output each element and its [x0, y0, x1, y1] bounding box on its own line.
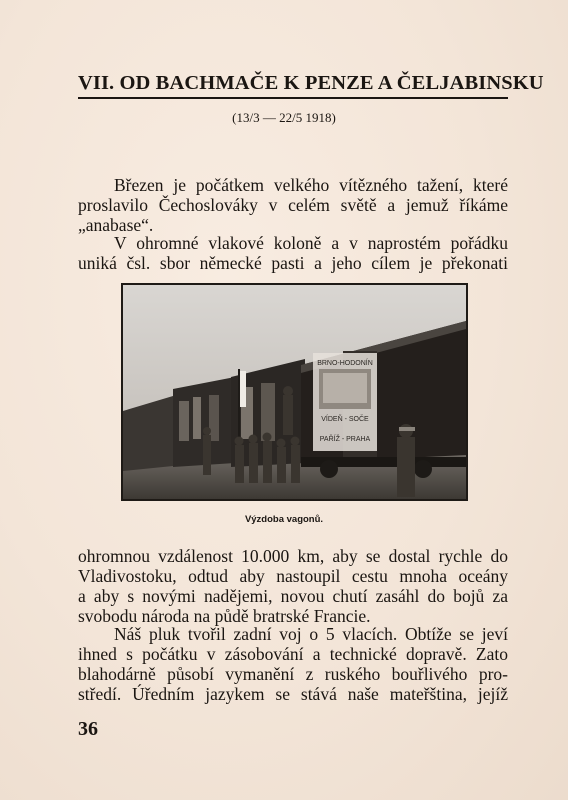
paragraph-2 [78, 233, 508, 273]
text-line: ihned s počátku v zásobování a technické dopravě. Zato [78, 644, 508, 664]
text-line: středí. Úředním jazykem se stává naše mateřština, jejíž [78, 684, 508, 704]
paragraph-1 [78, 175, 508, 235]
title-rule [78, 97, 508, 99]
text-line: „anabase“. [78, 215, 154, 235]
text-line: proslavilo Čechoslováky v celém světě a jemuž říkáme [78, 195, 508, 215]
text-line: Březen je počátkem velkého vítězného tažení, které [114, 175, 508, 195]
paragraph-3 [78, 546, 508, 626]
train-photograph [121, 283, 468, 501]
text-line: Vladivostoku, odtud aby nastoupil cestu mnoha oceány [78, 566, 508, 586]
wagon-painted-text: PAŘÍŽ - PRAHA [319, 436, 371, 443]
photo-caption: Výzdoba vagonů. [244, 514, 324, 525]
chapter-dates: (13/3 — 22/5 1918) [232, 110, 336, 125]
text-line: Náš pluk tvořil zadní voj o 5 vlacích. Obtíže se jeví [114, 624, 508, 644]
page-number: 36 [78, 718, 98, 740]
train-wagons-image [123, 285, 466, 499]
paragraph-4 [78, 624, 508, 704]
wagon-painted-text: BRNO-HODONÍN [317, 360, 373, 367]
text-line: V ohromné vlakové koloně a v naprostém pořádku [114, 233, 508, 253]
chapter-title: VII. OD BACHMAČE K PENZE A ČELJABINSKU [78, 72, 544, 94]
text-line: uniká čsl. sbor německé pasti a jeho cílem je překonati [78, 253, 508, 273]
text-line: svobodu národa na půdě bratrské Francie. [78, 606, 371, 626]
text-line: blahodárně působí vymanění z ruského bouřlivého pro- [78, 664, 508, 684]
text-line: a aby s novými nadějemi, novou chutí zasáhl do bojů za [78, 586, 508, 606]
text-line: ohromnou vzdálenost 10.000 km, aby se dostal rychle do [78, 546, 508, 566]
wagon-painted-text: VÍDEŇ - SOČE [321, 416, 369, 423]
